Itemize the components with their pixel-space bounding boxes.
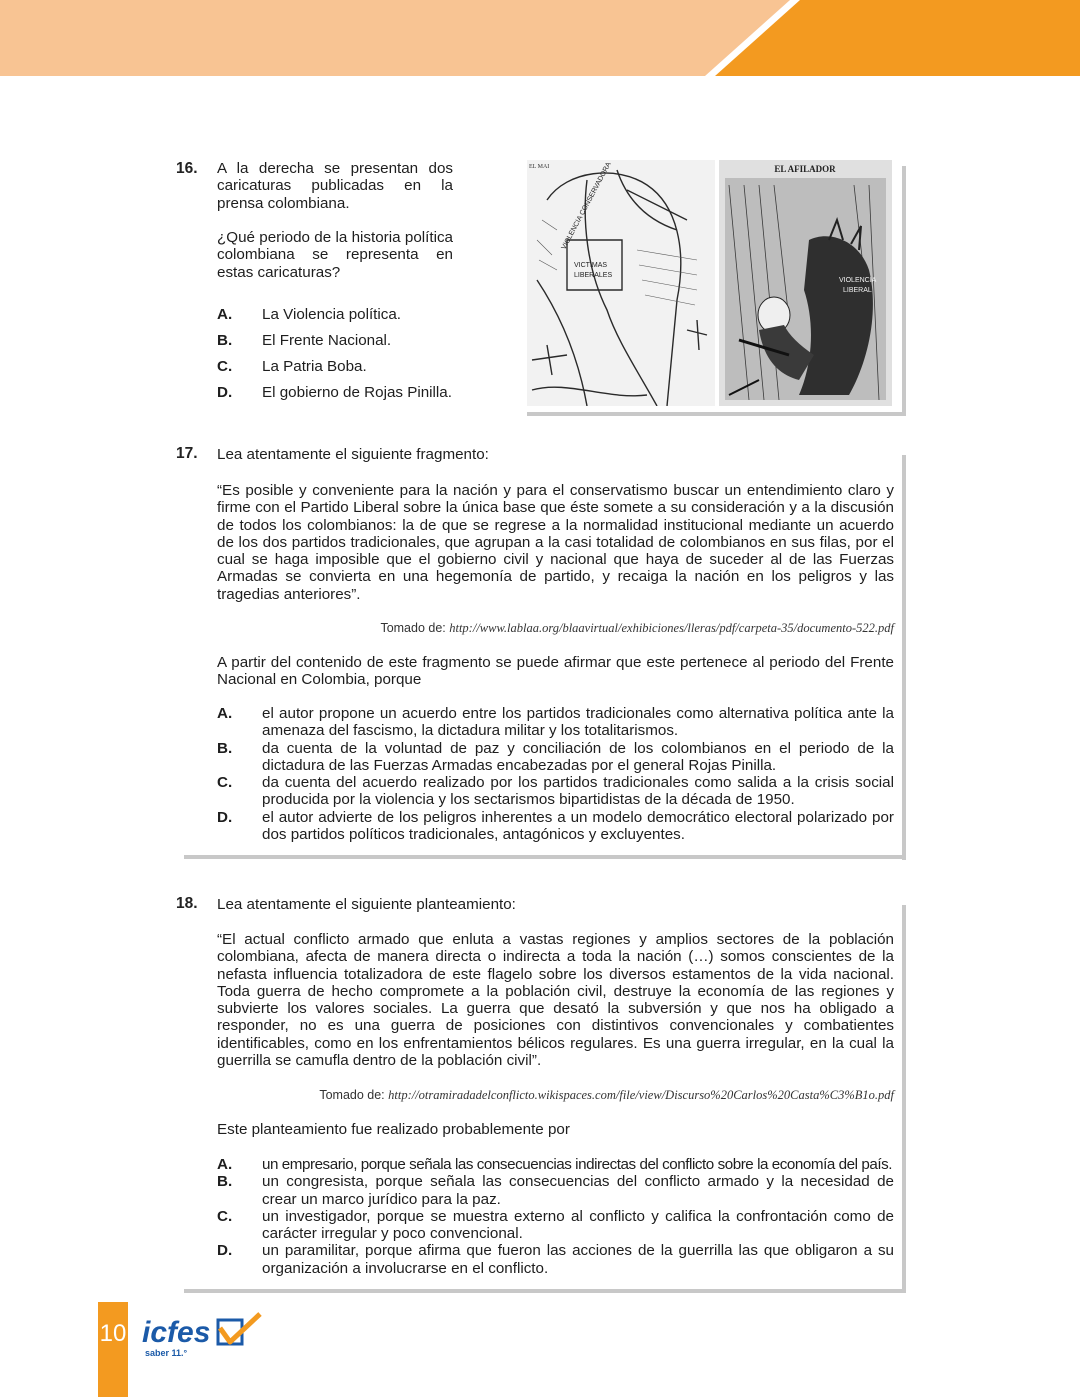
question-intro: Lea atentamente el siguiente fragmento: xyxy=(217,446,489,463)
option-d[interactable]: D. El gobierno de Rojas Pinilla. xyxy=(217,384,452,401)
option-c[interactable]: C. La Patria Boba. xyxy=(217,358,367,375)
question-number: 16. xyxy=(176,160,198,177)
footer-page-tab xyxy=(98,1302,128,1397)
question-prompt: Este planteamiento fue realizado probablemente por xyxy=(217,1121,570,1138)
cartoon-right-title: EL AFILADOR xyxy=(774,164,836,174)
q18-border-right xyxy=(902,905,906,1293)
option-b[interactable]: B. da cuenta de la voluntad de paz y conciliación de los colombianos en el periodo de la dictadura de las Fuerzas Armadas encabezadas por el general Rojas Pinilla. xyxy=(217,739,894,774)
option-d[interactable]: D. el autor advierte de los peligros inherentes a un modelo democrático electoral polarizado por dos partidos políticos tradicionales, antagónicos y excluyentes. xyxy=(217,808,894,844)
question-prompt: A partir del contenido de este fragmento se puede afirmar que este pertenece al periodo del Frente Nacional en Colombia, porque xyxy=(217,654,894,689)
cartoon-violencia-conservadora xyxy=(527,160,715,406)
option-c[interactable]: C. un investigador, porque se muestra externo al conflicto y califica la confrontación como de carácter irregular y poco convencional. xyxy=(217,1207,894,1243)
q16-border-right xyxy=(902,166,906,416)
option-d[interactable]: D. un paramilitar, porque afirma que fueron las acciones de la guerrilla las que obligaron a su organización a involucrarse en el conflicto. xyxy=(217,1242,894,1277)
quote-text: “Es posible y conveniente para la nación y para el conservatismo buscar un entendimiento claro y firme con el Partido Liberal sobre la única base que éste somete a su consideración y a la discusión de todos los colombianos: la de que se regrese a la normalidad institucional mediante un acuerdo de los dos partidos tradicionales, que agrupan a la casi totalidad de colombianos en sus filas, por el cual se haga imposible que el gobierno civil y nacional que haya de suceder al de las Fuerzas Armadas se convierta en una hegemonía de partido, y recaiga la nación en los peligros y las tragedias anteriores”. xyxy=(217,482,894,603)
q18-border-bottom xyxy=(184,1289,906,1293)
option-b[interactable]: B. El Frente Nacional. xyxy=(217,332,392,349)
option-a[interactable]: A. La Violencia política. xyxy=(217,306,402,323)
options-list xyxy=(217,306,517,410)
options-list xyxy=(217,1156,894,1277)
cartoon-left-sign-2: LIBERALES xyxy=(574,272,613,279)
quote-text: “El actual conflicto armado que enluta a vastas regiones y amplios sectores de la población colombiana, afecta de manera directa o indirecta a toda la nación (…) somos conscientes de la nefasta influencia totalizadora de este flagelo sobre los diversos estamentos de la vida nacional. Toda guerra de hecho compromete a la población civil, destruye la economía de las regiones y subvierte los valores sociales. La guerra que desató la subversión y que nos ha obligado a responder, no es una guerra de posiciones con distintivos convencionales y combatientes identificables, como en los enfrentamientos bélicos regulares. Es una guerra irregular, en la cual la guerrilla se camufla dentro de la población civil”. xyxy=(217,931,894,1070)
cartoon-right-label-1: VIOLENCIA xyxy=(839,277,877,284)
q17-border-bottom xyxy=(184,855,906,859)
cartoon-left-sign-1: VICTIMAS xyxy=(574,262,608,269)
question-number: 18. xyxy=(176,895,198,912)
page-number: 10 xyxy=(99,1320,127,1347)
cartoon-right-label-2: LIBERAL xyxy=(843,287,872,294)
logo-subtitle: saber 11.° xyxy=(145,1348,188,1358)
options-list xyxy=(217,705,894,843)
question-prompt: ¿Qué periodo de la historia política colombiana se representa en estas caricaturas? xyxy=(217,229,453,281)
option-a[interactable]: A. un empresario, porque señala las consecuencias indirectas del conflicto sobre la economía del país. xyxy=(217,1156,892,1173)
source-citation: Tomado de: http://otramiradadelconflicto.wikispaces.com/file/view/Discurso%20Carlos%20Casta%C3%B1o.pdf xyxy=(319,1088,894,1102)
logo-wordmark: icfes xyxy=(142,1316,211,1349)
cartoon-left-corner: EL MAI xyxy=(529,164,550,170)
source-citation: Tomado de: http://www.lablaa.org/blaavirtual/exhibiciones/lleras/pdf/carpeta-35/documento-522.pdf xyxy=(380,621,894,635)
q16-border-bottom xyxy=(527,412,906,416)
option-b[interactable]: B. un congresista, porque señala las consecuencias del conflicto armado y la necesidad de crear un marco jurídico para la paz. xyxy=(217,1173,894,1208)
cartoon-el-afilador xyxy=(719,160,892,406)
option-a[interactable]: A. el autor propone un acuerdo entre los partidos tradicionales como alternativa política ante la amenaza del fascismo, la dictadura militar y los totalitarismos. xyxy=(217,705,894,740)
question-stem: A la derecha se presentan dos caricaturas publicadas en la prensa colombiana. xyxy=(217,160,453,212)
source-link[interactable]: http://otramiradadelconflicto.wikispaces.com/file/view/Discurso%20Carlos%20Casta%C3%B1o.pdf xyxy=(388,1088,894,1102)
option-c[interactable]: C. da cuenta del acuerdo realizado por los partidos tradicionales como salida a la crisis social producida por la violencia y los sectarismos bipartidistas de la década de 1950. xyxy=(217,774,894,809)
question-intro: Lea atentamente el siguiente planteamiento: xyxy=(217,896,516,913)
q17-border-right xyxy=(902,455,906,860)
source-link[interactable]: http://www.lablaa.org/blaavirtual/exhibiciones/lleras/pdf/carpeta-35/documento-522.pdf xyxy=(449,621,894,635)
question-number: 17. xyxy=(176,445,198,462)
icfes-logo xyxy=(142,1312,264,1358)
cartoon-left-sash: VIOLENCIA CONSERVADORA xyxy=(560,161,613,251)
header-banner xyxy=(0,0,1080,76)
